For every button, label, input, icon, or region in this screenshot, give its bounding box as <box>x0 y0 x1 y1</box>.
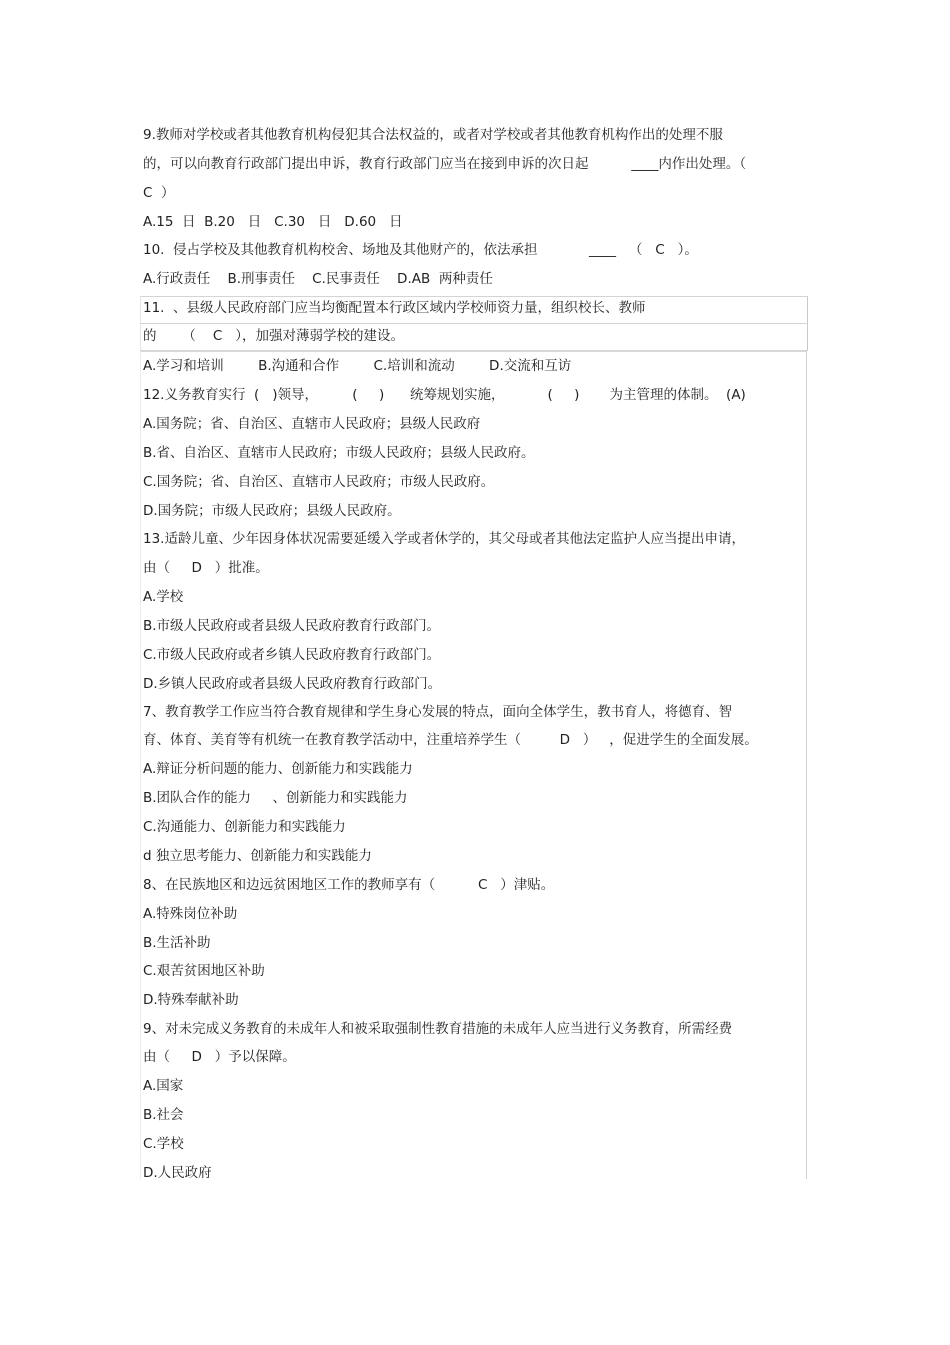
text-line: 由（ D ）批准。 <box>143 560 269 576</box>
text-line: 12.义务教育实行 ( )领导， ( ) 统筹规划实施， ( ) 为主管理的体制。 (A) <box>143 387 746 403</box>
text-line: D.人民政府 <box>143 1165 212 1181</box>
text-line: C.沟通能力、创新能力和实践能力 <box>143 819 346 835</box>
text-line: 的，可以向教育行政部门提出申诉，教育行政部门应当在接到申诉的次日起 ____内作出处理。（ <box>143 156 747 172</box>
text-line: D.国务院；市级人民政府；县级人民政府。 <box>143 503 401 519</box>
table-left-border <box>140 351 141 1179</box>
text-line: 8、在民族地区和边远贫困地区工作的教师享有（ C ）津贴。 <box>143 877 555 893</box>
text-line: 9.教师对学校或者其他教育机构侵犯其合法权益的，或者对学校或者其他教育机构作出的处理不服 <box>143 127 723 143</box>
text-line: 9、对未完成义务教育的未成年人和被采取强制性教育措施的未成年人应当进行义务教育，所需经费 <box>143 1021 733 1037</box>
text-line: A.国务院；省、自治区、直辖市人民政府；县级人民政府 <box>143 416 481 432</box>
text-line: C.国务院；省、自治区、直辖市人民政府；市级人民政府。 <box>143 474 495 490</box>
text-line: A.国家 <box>143 1078 184 1094</box>
text-line: A.15 日 B.20 日 C.30 日 D.60 日 <box>143 214 403 230</box>
text-line: B.市级人民政府或者县级人民政府教育行政部门。 <box>143 618 441 634</box>
text-line: A.学习和培训 B.沟通和合作 C.培训和流动 D.交流和互访 <box>143 358 572 374</box>
text-line: A.学校 <box>143 589 184 605</box>
text-line: D.乡镇人民政府或者县级人民政府教育行政部门。 <box>143 676 442 692</box>
text-line: B.省、自治区、直辖市人民政府；市级人民政府；县级人民政府。 <box>143 445 535 461</box>
text-line: 育、体育、美育等有机统一在教育教学活动中，注重培养学生（ D ） ，促进学生的全面发展。 <box>143 732 758 748</box>
text-line: B.生活补助 <box>143 935 211 951</box>
text-line: 7、教育教学工作应当符合教育规律和学生身心发展的特点，面向全体学生，教书育人，将德育、智 <box>143 704 733 720</box>
text-line: C.市级人民政府或者乡镇人民政府教育行政部门。 <box>143 647 441 663</box>
table-top-border <box>140 351 807 352</box>
text-line: A.特殊岗位补助 <box>143 906 238 922</box>
text-line: 13.适龄儿童、少年因身体状况需要延缓入学或者休学的，其父母或者其他法定监护人应当提出申请， <box>143 531 745 547</box>
text-line: A.辩证分析问题的能力、创新能力和实践能力 <box>143 761 413 777</box>
text-line: 10. 侵占学校及其他教育机构校舍、场地及其他财产的，依法承担 ____ （ C ）。 <box>143 242 698 258</box>
text-line: B.团队合作的能力 、创新能力和实践能力 <box>143 790 408 806</box>
text-line: C ） <box>143 185 175 201</box>
text-line: C.艰苦贫困地区补助 <box>143 963 265 979</box>
text-line: D.特殊奉献补助 <box>143 992 239 1008</box>
text-line: 11. 、县级人民政府部门应当均衡配置本行政区域内学校师资力量，组织校长、教师 <box>143 300 646 316</box>
text-line: d 独立思考能力、创新能力和实践能力 <box>143 848 372 864</box>
text-line: A.行政责任 B.刑事责任 C.民事责任 D.AB 两种责任 <box>143 271 493 287</box>
text-line: 的 （ C ），加强对薄弱学校的建设。 <box>143 328 404 344</box>
text-line: B.社会 <box>143 1107 184 1123</box>
table-right-border <box>806 351 807 1179</box>
text-line: 由（ D ）予以保障。 <box>143 1049 296 1065</box>
text-line: C.学校 <box>143 1136 184 1152</box>
